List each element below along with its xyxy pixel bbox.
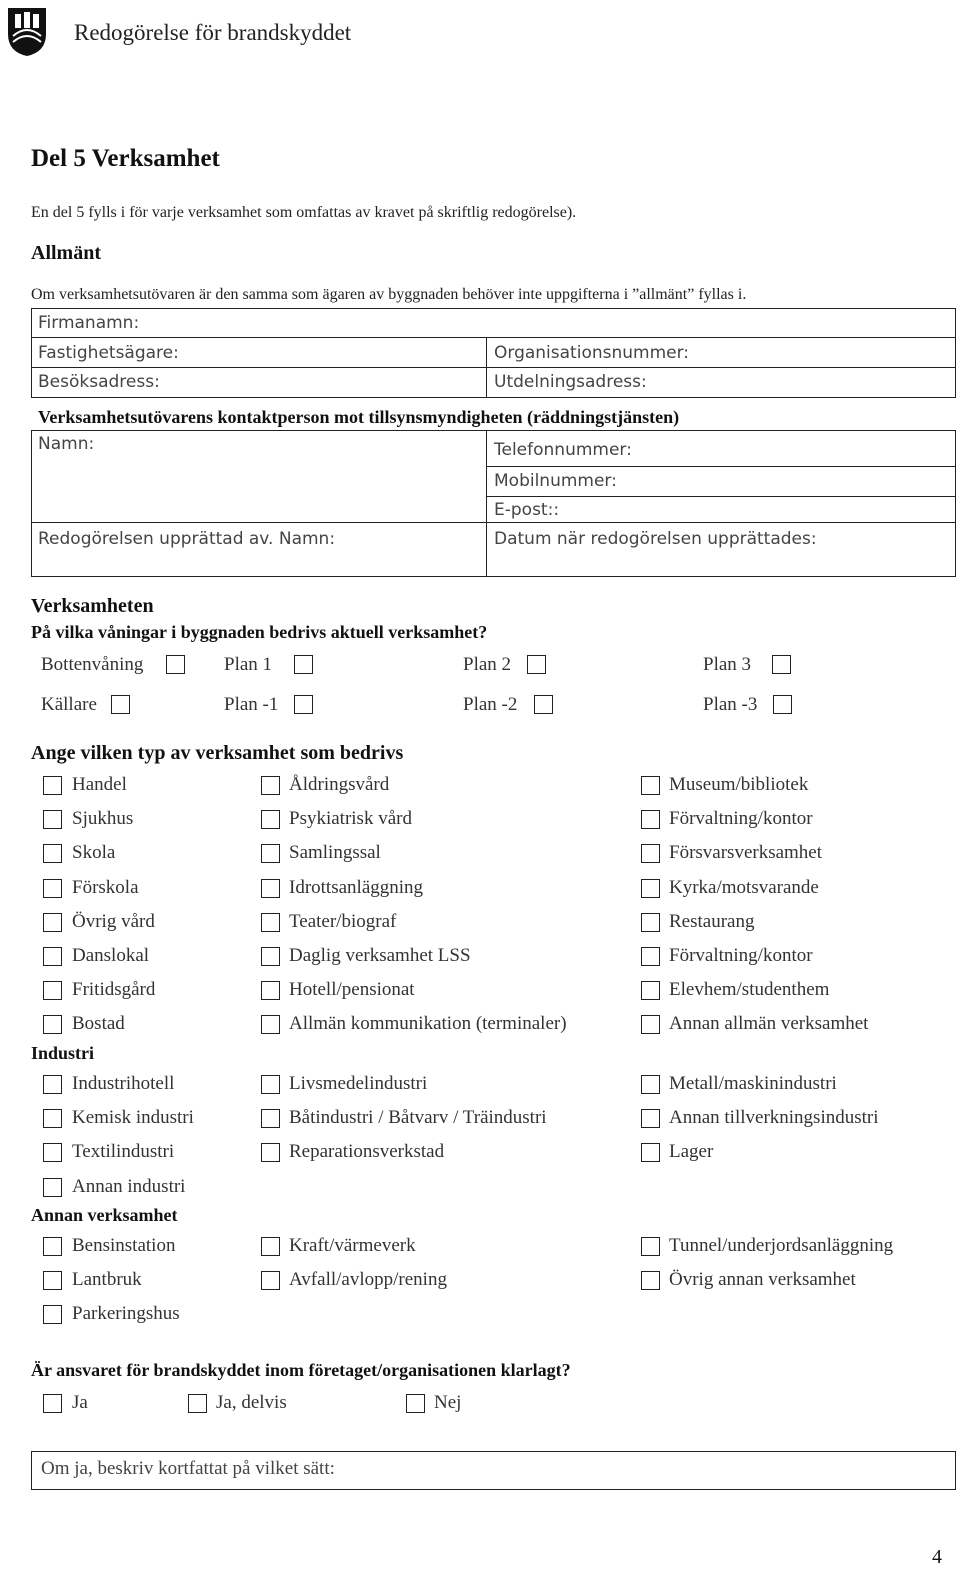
types-checkbox[interactable] — [261, 1015, 280, 1034]
annan-checkbox[interactable] — [43, 1271, 62, 1290]
industri-checkbox[interactable] — [43, 1143, 62, 1162]
annan-checkbox[interactable] — [641, 1237, 660, 1256]
types-option-label: Elevhem/studenthem — [669, 979, 830, 1001]
types-checkbox[interactable] — [43, 879, 62, 898]
ansvar-option-label: Nej — [434, 1392, 462, 1413]
types-option-label: Teater/biograf — [289, 910, 397, 932]
floor-label: Plan -1 — [224, 694, 279, 715]
besoksadress-field[interactable]: Besöksadress: — [38, 372, 160, 392]
industri-option-label: Reparationsverkstad — [289, 1141, 445, 1163]
types-checkbox[interactable] — [261, 981, 280, 1000]
types-option-label: Restaurang — [669, 910, 755, 932]
datum-field[interactable]: Datum när redogörelsen upprättades: — [494, 529, 817, 549]
types-option-label: Samlingssal — [289, 842, 381, 864]
types-option-label: Danslokal — [72, 945, 150, 966]
annan-option-label: Tunnel/underjordsanläggning — [669, 1235, 894, 1256]
types-checkbox[interactable] — [261, 844, 280, 863]
types-checkbox[interactable] — [641, 947, 660, 966]
types-checkbox[interactable] — [43, 981, 62, 1000]
floor-label: Plan 3 — [703, 654, 752, 675]
contact-heading: Verksamhetsutövarens kontaktperson mot tillsynsmyndigheten (räddningstjänsten) — [38, 407, 680, 427]
types-checkbox[interactable] — [43, 1015, 62, 1034]
types-option-label: Fritidsgård — [72, 979, 156, 1001]
types-checkbox[interactable] — [641, 981, 660, 1000]
utdelningsadress-field[interactable]: Utdelningsadress: — [494, 372, 647, 392]
types-option-label: Museum/bibliotek — [669, 774, 809, 795]
industri-checkbox[interactable] — [641, 1143, 660, 1162]
types-checkbox[interactable] — [261, 776, 280, 795]
industri-option-label: Livsmedelindustri — [289, 1073, 428, 1094]
types-checkbox[interactable] — [641, 776, 660, 795]
types-option-label: Förvaltning/kontor — [669, 808, 813, 830]
types-checkbox[interactable] — [641, 844, 660, 863]
floor-checkbox-bottenvaning[interactable] — [166, 655, 185, 674]
annan-checkbox[interactable] — [641, 1271, 660, 1290]
types-checkbox[interactable] — [261, 947, 280, 966]
types-checkbox[interactable] — [43, 947, 62, 966]
types-checkbox[interactable] — [641, 810, 660, 829]
floor-label: Plan 1 — [224, 654, 273, 675]
industri-checkbox[interactable] — [261, 1075, 280, 1094]
types-checkbox[interactable] — [43, 810, 62, 829]
fastighetsagare-field[interactable]: Fastighetsägare: — [38, 343, 179, 363]
industri-option-label: Textilindustri — [72, 1141, 175, 1163]
annan-option-label: Parkeringshus — [72, 1303, 180, 1325]
page-number: 4 — [932, 1546, 942, 1568]
types-checkbox[interactable] — [641, 879, 660, 898]
floor-checkbox-plan-minus3[interactable] — [773, 695, 792, 714]
epost-field[interactable]: E-post:: — [494, 500, 560, 520]
annan-checkbox[interactable] — [261, 1271, 280, 1290]
industri-checkbox[interactable] — [641, 1075, 660, 1094]
industri-option-label: Industrihotell — [72, 1073, 175, 1094]
industri-option-label: Annan industri — [72, 1175, 186, 1197]
floor-checkbox-kallare[interactable] — [111, 695, 130, 714]
types-option-label: Sjukhus — [72, 808, 134, 830]
section-intro: En del 5 fylls i för varje verksamhet som omfattas av kravet på skriftlig redogörelse). — [31, 204, 577, 221]
types-option-label: Hotell/pensionat — [289, 979, 415, 1001]
types-checkbox[interactable] — [261, 913, 280, 932]
section-title: Del 5 Verksamhet — [31, 145, 220, 172]
floor-checkbox-plan2[interactable] — [527, 655, 546, 674]
types-heading: Ange vilken typ av verksamhet som bedrivs — [31, 742, 404, 764]
types-checkbox[interactable] — [261, 810, 280, 829]
industri-checkbox[interactable] — [261, 1109, 280, 1128]
types-option-label: Försvarsverksamhet — [669, 842, 823, 864]
ansvar-checkbox-ja[interactable] — [43, 1394, 62, 1413]
annan-option-label: Lantbruk — [72, 1269, 142, 1291]
types-checkbox[interactable] — [261, 879, 280, 898]
contact-namn-field[interactable]: Namn: — [38, 434, 95, 454]
types-option-label: Förskola — [72, 876, 139, 898]
mobil-field[interactable]: Mobilnummer: — [494, 471, 617, 491]
ansvar-question: Är ansvaret för brandskyddet inom företaget/organisationen klarlagt? — [31, 1360, 571, 1380]
verksamheten-heading: Verksamheten — [31, 595, 154, 617]
types-option-label: Förvaltning/kontor — [669, 945, 813, 966]
types-option-label: Övrig vård — [72, 910, 155, 932]
annan-option-label: Övrig annan verksamhet — [669, 1269, 856, 1291]
floor-checkbox-plan-minus2[interactable] — [534, 695, 553, 714]
industri-checkbox[interactable] — [641, 1109, 660, 1128]
floor-label: Plan -2 — [463, 694, 518, 715]
orgnr-field[interactable]: Organisationsnummer: — [494, 343, 690, 363]
industri-option-label: Kemisk industri — [72, 1107, 194, 1129]
industri-heading: Industri — [31, 1043, 95, 1063]
industri-checkbox[interactable] — [261, 1143, 280, 1162]
floor-checkbox-plan-minus1[interactable] — [294, 695, 313, 714]
crest-logo-icon — [6, 6, 48, 58]
industri-checkbox[interactable] — [43, 1178, 62, 1197]
floor-checkbox-plan1[interactable] — [294, 655, 313, 674]
floors-question: På vilka våningar i byggnaden bedrivs aktuell verksamhet? — [31, 622, 488, 642]
types-option-label: Bostad — [72, 1013, 125, 1035]
ansvar-option-label: Ja — [72, 1392, 88, 1413]
floor-label: Källare — [41, 694, 97, 715]
industri-option-label: Lager — [669, 1141, 714, 1163]
industri-checkbox[interactable] — [43, 1075, 62, 1094]
types-checkbox[interactable] — [641, 1015, 660, 1034]
industri-option-label: Båtindustri / Båtvarv / Träindustri — [289, 1107, 547, 1129]
floor-checkbox-plan3[interactable] — [772, 655, 791, 674]
industri-option-label: Metall/maskinindustri — [669, 1073, 837, 1094]
types-option-label: Skola — [72, 842, 116, 864]
types-option-label: Idrottsanläggning — [289, 876, 424, 898]
annan-option-label: Avfall/avlopp/rening — [289, 1269, 447, 1291]
describe-label: Om ja, beskriv kortfattat på vilket sätt: — [41, 1458, 335, 1479]
floor-label: Plan -3 — [703, 694, 758, 715]
floor-label: Bottenvåning — [41, 654, 144, 675]
firmanamn-field[interactable]: Firmanamn: — [38, 313, 140, 333]
annan-checkbox[interactable] — [43, 1305, 62, 1324]
allmant-text: Om verksamhetsutövaren är den samma som ägaren av byggnaden behöver inte uppgifterna i ”allmänt” fyllas i. — [31, 286, 747, 303]
annan-option-label: Kraft/värmeverk — [289, 1235, 416, 1256]
upprattad-field[interactable]: Redogörelsen upprättad av. Namn: — [38, 529, 336, 549]
types-option-label: Handel — [72, 774, 127, 795]
types-option-label: Daglig verksamhet LSS — [289, 945, 471, 966]
types-option-label: Kyrka/motsvarande — [669, 876, 819, 898]
types-option-label: Allmän kommunikation (terminaler) — [289, 1013, 567, 1035]
annan-checkbox[interactable] — [43, 1237, 62, 1256]
allmant-heading: Allmänt — [31, 242, 101, 264]
types-option-label: Åldringsvård — [289, 774, 390, 795]
ansvar-option-label: Ja, delvis — [216, 1392, 287, 1413]
annan-checkbox[interactable] — [261, 1237, 280, 1256]
industri-option-label: Annan tillverkningsindustri — [669, 1107, 879, 1129]
types-checkbox[interactable] — [43, 913, 62, 932]
types-checkbox[interactable] — [43, 844, 62, 863]
industri-checkbox[interactable] — [43, 1109, 62, 1128]
ansvar-checkbox-nej[interactable] — [406, 1394, 425, 1413]
types-option-label: Annan allmän verksamhet — [669, 1013, 869, 1035]
annan-heading: Annan verksamhet — [31, 1205, 178, 1225]
telefon-field[interactable]: Telefonnummer: — [494, 440, 632, 460]
types-checkbox[interactable] — [641, 913, 660, 932]
ansvar-checkbox-ja-delvis[interactable] — [188, 1394, 207, 1413]
types-checkbox[interactable] — [43, 776, 62, 795]
types-option-label: Psykiatrisk vård — [289, 808, 412, 830]
annan-option-label: Bensinstation — [72, 1235, 176, 1256]
floor-label: Plan 2 — [463, 654, 512, 675]
header-title: Redogörelse för brandskyddet — [74, 20, 352, 45]
